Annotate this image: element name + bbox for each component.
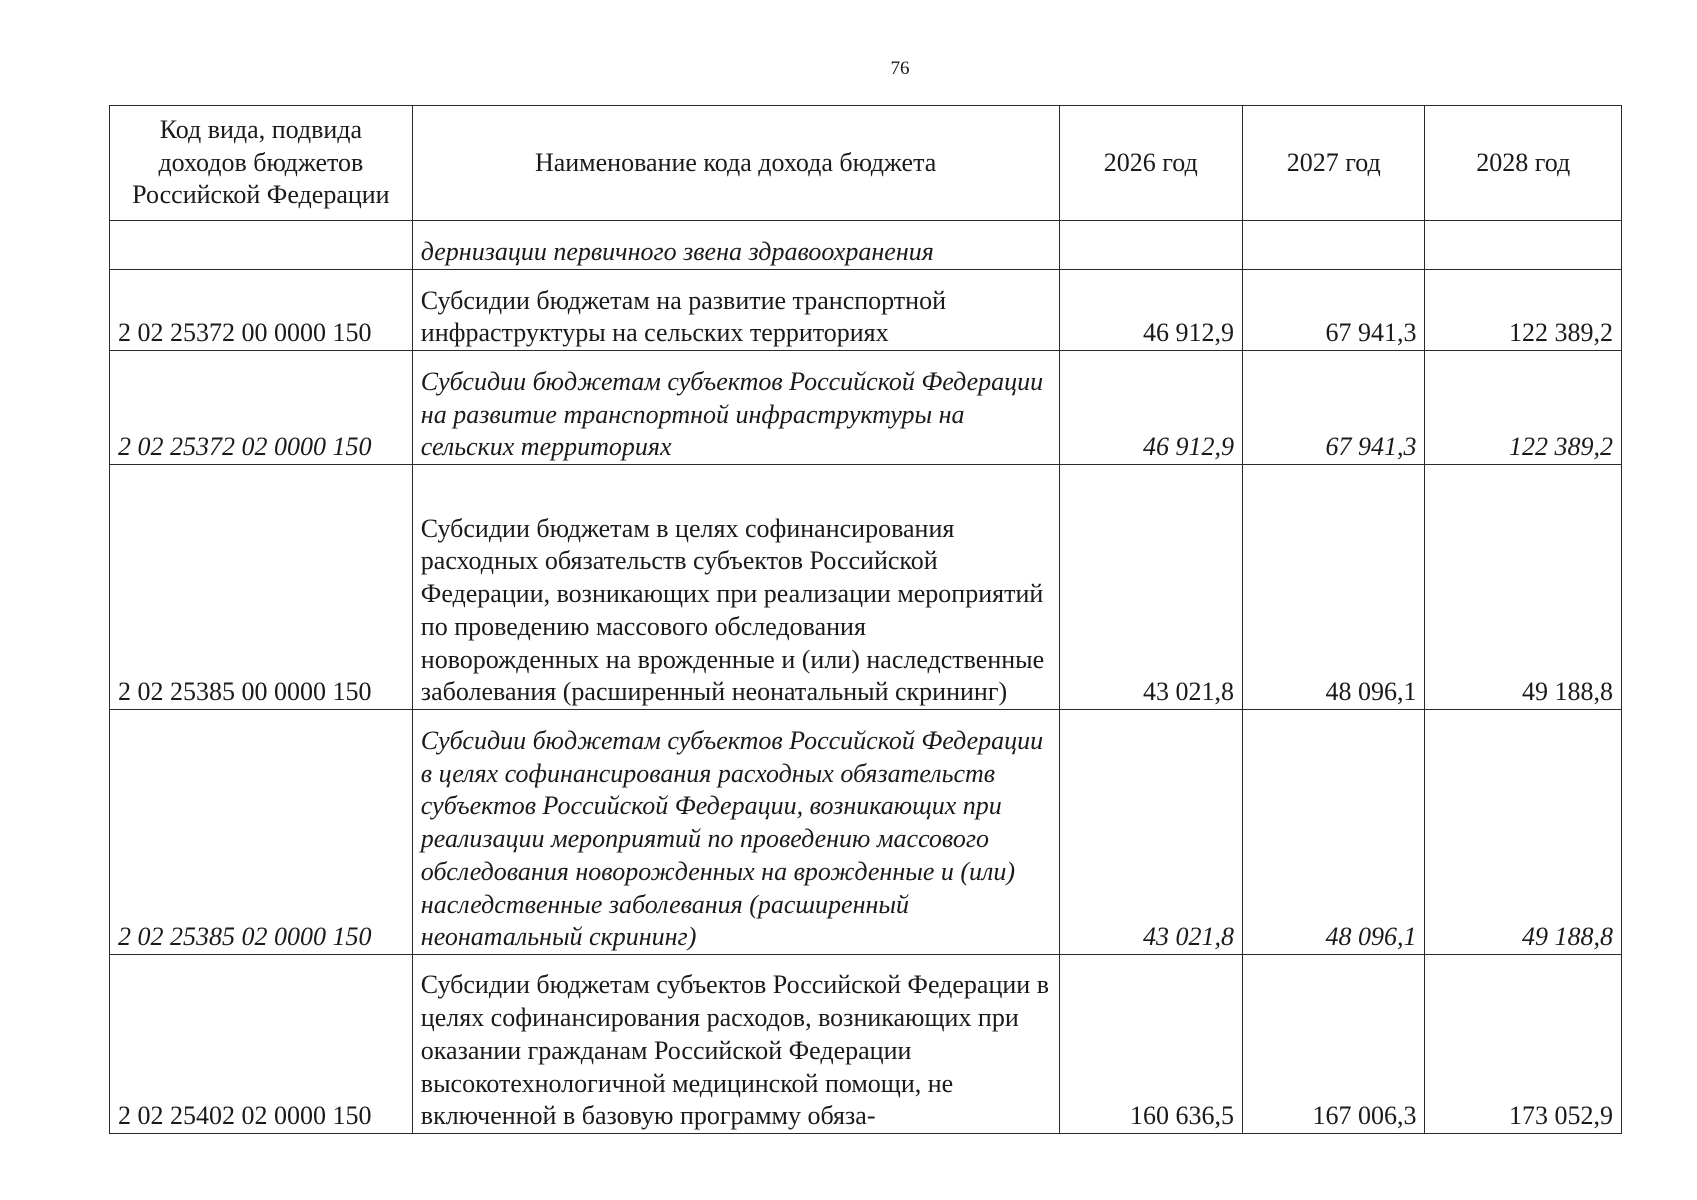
cell-2028: 49 188,8 xyxy=(1425,465,1622,710)
cell-2026 xyxy=(1059,221,1242,270)
table-row xyxy=(110,955,1622,1134)
cell-2028 xyxy=(1425,221,1622,270)
cell-2028: 173 052,9 xyxy=(1425,955,1622,1134)
cell-code: 2 02 25372 02 0000 150 xyxy=(110,351,413,465)
cell-name: Субсидии бюджетам в целях софинансирования расходных обязательств субъектов Российской Федерации, возникающих при реализации мероприятий по проведению массового обследования новорожденных на врожденные и (или) наследственные заболевания (расширенный неонатальный скрининг) xyxy=(412,465,1059,710)
cell-2026: 43 021,8 xyxy=(1059,710,1242,955)
cell-code: 2 02 25385 02 0000 150 xyxy=(110,710,413,955)
cell-2027: 48 096,1 xyxy=(1242,465,1424,710)
cell-2027: 48 096,1 xyxy=(1242,710,1424,955)
header-code: Код вида, подвида доходов бюджетов Российской Федерации xyxy=(110,106,413,221)
header-2026: 2026 год xyxy=(1059,106,1242,221)
table-row xyxy=(110,221,1622,270)
header-2027: 2027 год xyxy=(1242,106,1424,221)
cell-2026: 46 912,9 xyxy=(1059,270,1242,351)
cell-2026: 46 912,9 xyxy=(1059,351,1242,465)
cell-2027 xyxy=(1242,221,1424,270)
header-name: Наименование кода дохода бюджета xyxy=(412,106,1059,221)
cell-2026: 160 636,5 xyxy=(1059,955,1242,1134)
budget-revenue-table xyxy=(109,105,1622,1134)
header-2028: 2028 год xyxy=(1425,106,1622,221)
cell-code: 2 02 25385 00 0000 150 xyxy=(110,465,413,710)
table-row xyxy=(110,270,1622,351)
cell-code xyxy=(110,221,413,270)
cell-2027: 67 941,3 xyxy=(1242,351,1424,465)
cell-name: Субсидии бюджетам субъектов Российской Федерации в целях софинансирования расходных обязательств субъектов Российской Федерации, возникающих при реализации мероприятий по проведению массового обследования новорожденных на врожденные и (или) наследственные заболевания (расширенный неонатальный скрининг) xyxy=(412,710,1059,955)
cell-2026: 43 021,8 xyxy=(1059,465,1242,710)
table-header-row xyxy=(110,106,1622,221)
cell-2027: 167 006,3 xyxy=(1242,955,1424,1134)
cell-name: Субсидии бюджетам на развитие транспортной инфраструктуры на сельских территориях xyxy=(412,270,1059,351)
cell-2028: 49 188,8 xyxy=(1425,710,1622,955)
cell-2028: 122 389,2 xyxy=(1425,270,1622,351)
cell-code: 2 02 25402 02 0000 150 xyxy=(110,955,413,1134)
table-row xyxy=(110,465,1622,710)
cell-2027: 67 941,3 xyxy=(1242,270,1424,351)
table-row xyxy=(110,351,1622,465)
cell-name: дернизации первичного звена здравоохранения xyxy=(412,221,1059,270)
page-number: 76 xyxy=(890,58,910,79)
cell-code: 2 02 25372 00 0000 150 xyxy=(110,270,413,351)
table-row xyxy=(110,710,1622,955)
cell-name: Субсидии бюджетам субъектов Российской Федерации на развитие транспортной инфраструктуры на сельских территориях xyxy=(412,351,1059,465)
cell-name: Субсидии бюджетам субъектов Российской Федерации в целях софинансирования расходов, возникающих при оказании гражданам Российской Федерации высокотехнологичной медицинской помощи, не включенной в базовую программу обяза- xyxy=(412,955,1059,1134)
cell-2028: 122 389,2 xyxy=(1425,351,1622,465)
